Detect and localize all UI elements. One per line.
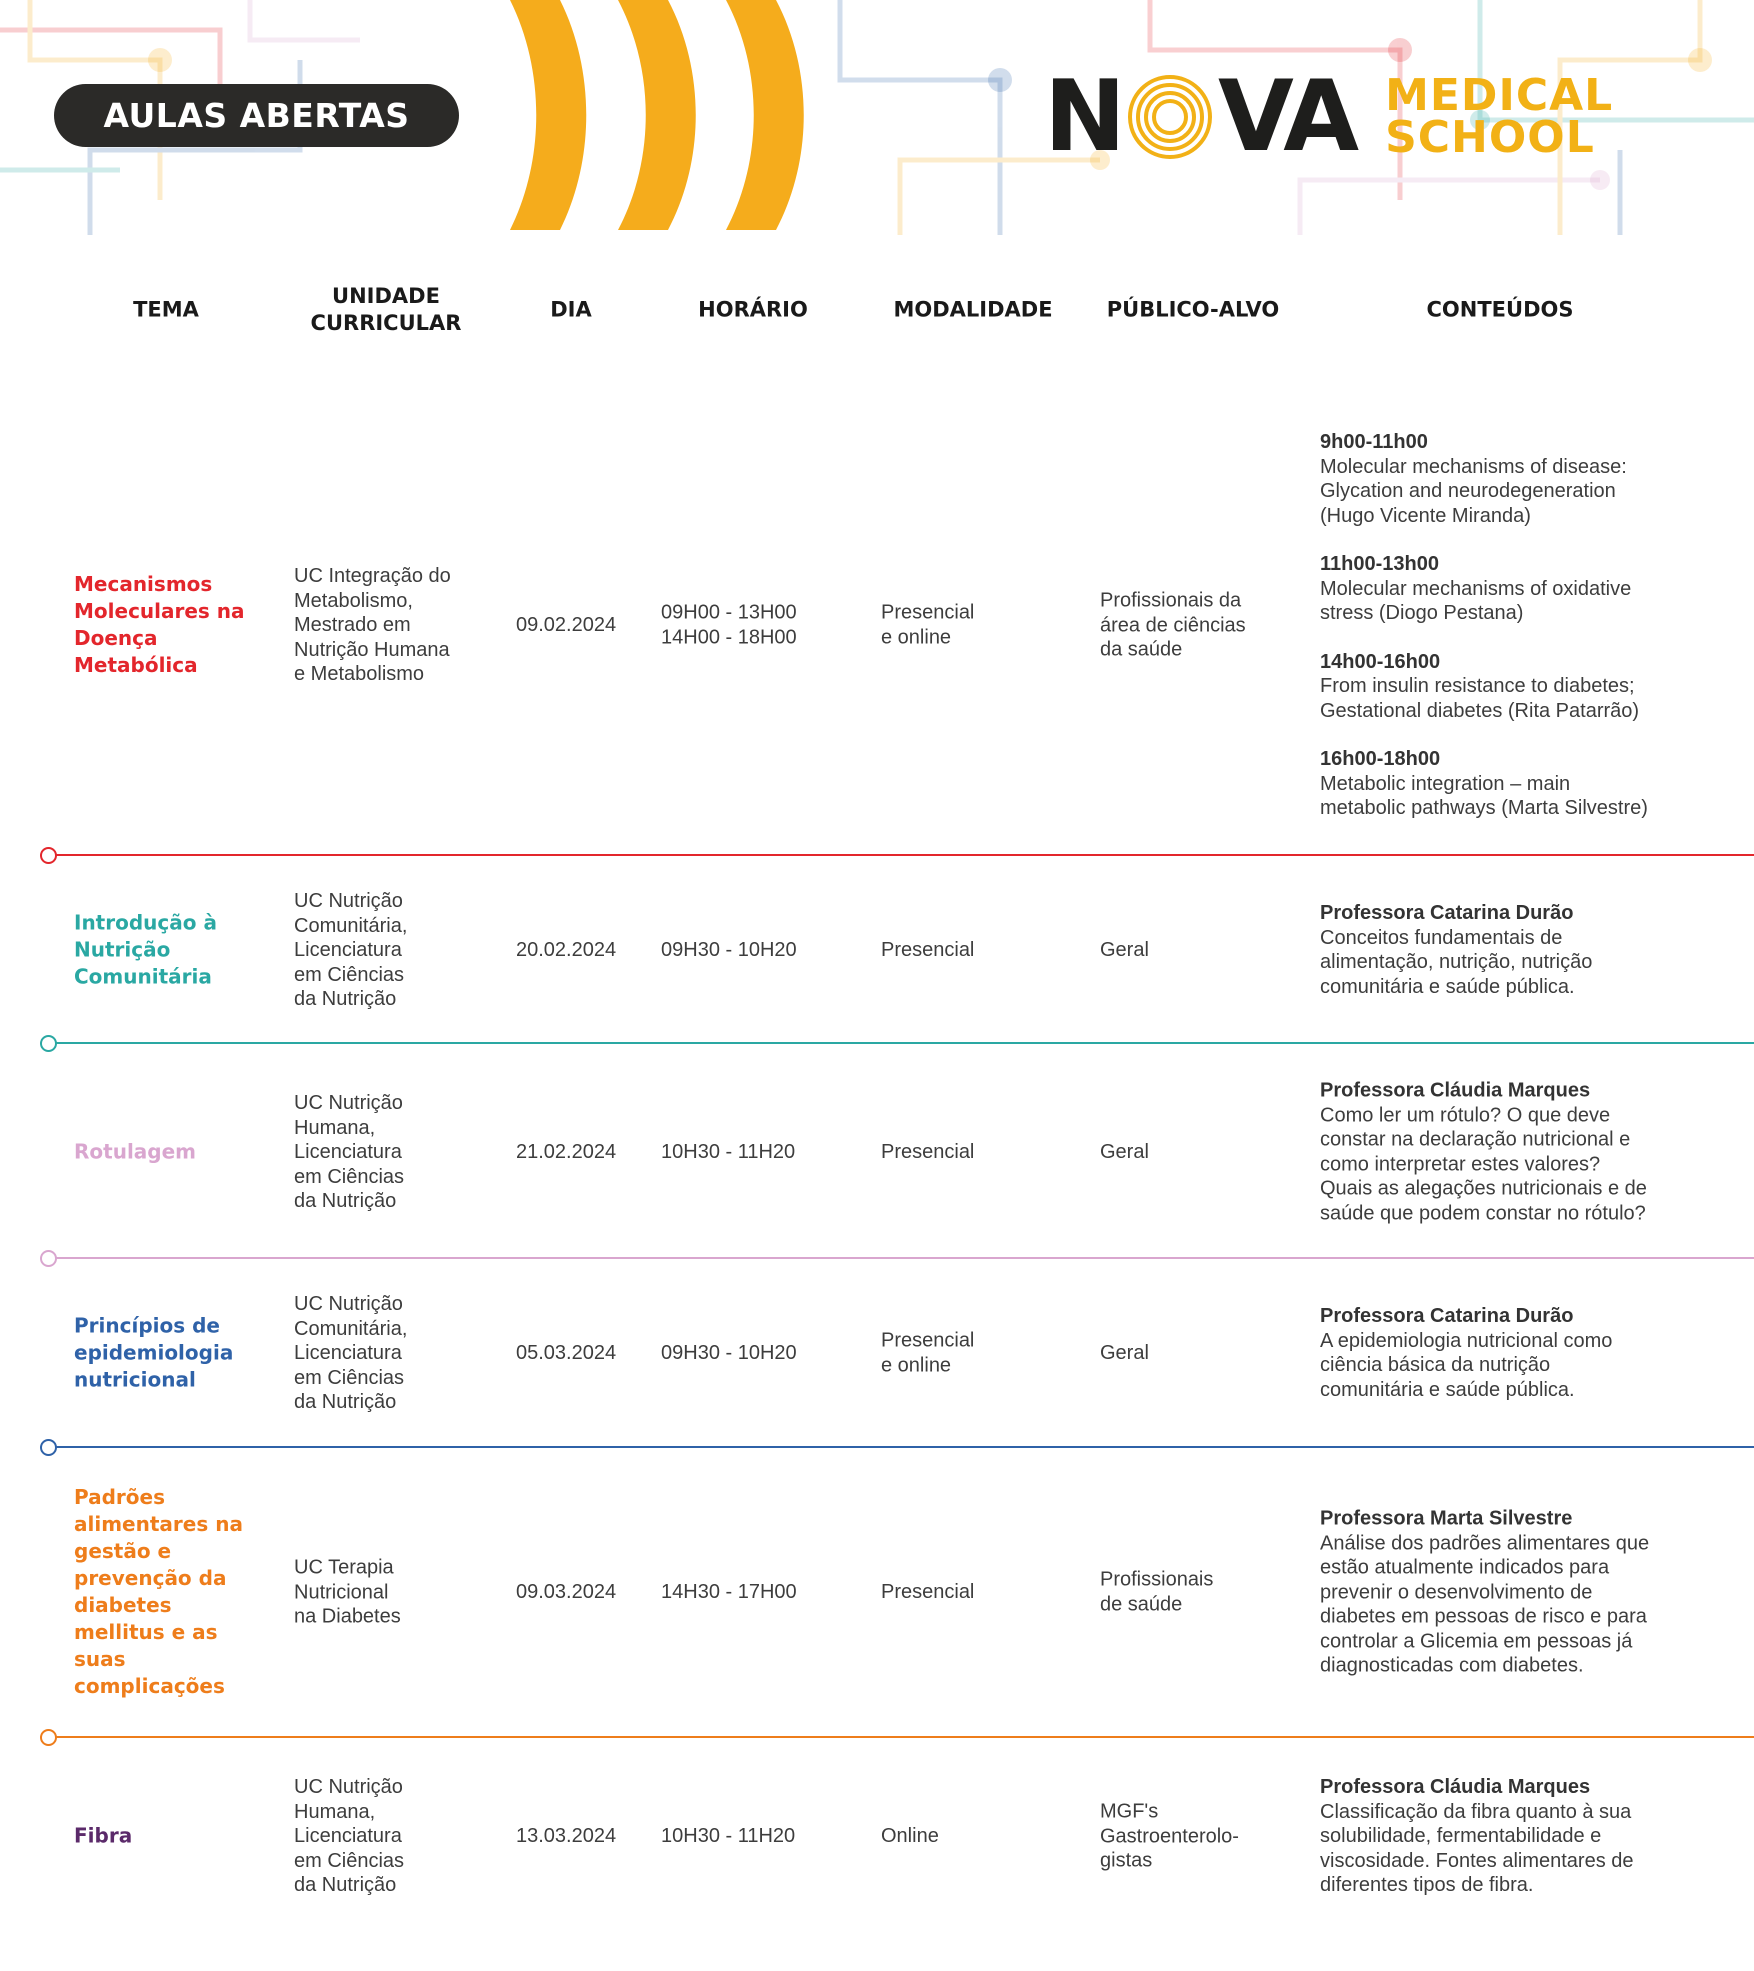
row-modalidade xyxy=(881,1329,974,1378)
row-unidade-curricular xyxy=(294,889,407,1012)
row-unidade-curricular-line: em Ciências xyxy=(294,1849,405,1872)
professor-name: Professora Cláudia Marques xyxy=(1320,1079,1591,1102)
nova-medical-school-logo xyxy=(1044,60,1614,174)
content-description-line: Análise dos padrões alimentares que xyxy=(1320,1531,1650,1554)
content-description-line: alimentação, nutrição, nutrição xyxy=(1320,951,1593,973)
row-unidade-curricular-line: Metabolismo, xyxy=(294,589,413,612)
content-description-line: Quais as alegações nutricionais e de xyxy=(1320,1177,1647,1200)
row-conteudos xyxy=(1320,901,1592,999)
row-modalidade-line: Online xyxy=(881,1824,939,1847)
content-description-line: constar na declaração nutricional e xyxy=(1320,1128,1631,1151)
row-unidade-curricular-line: Licenciatura xyxy=(294,938,402,961)
row-tema xyxy=(74,1484,243,1700)
row-publico-alvo xyxy=(1100,1568,1213,1617)
session-description-line: Glycation and neurodegeneration xyxy=(1320,479,1616,502)
row-modalidade-line: e online xyxy=(881,1354,952,1376)
row-unidade-curricular-line: da Nutrição xyxy=(294,1873,397,1896)
row-horario xyxy=(661,601,797,650)
row-divider-dot-icon xyxy=(40,1250,57,1267)
row-horario xyxy=(661,1341,797,1366)
row-horario-line: 09H30 - 10H20 xyxy=(661,1341,797,1364)
column-header-uc-line2: CURRICULAR xyxy=(310,311,462,335)
row-unidade-curricular-line: em Ciências xyxy=(294,1165,405,1188)
professor-name: Professora Marta Silvestre xyxy=(1320,1507,1573,1530)
row-unidade-curricular-line: UC Integração do xyxy=(294,564,451,587)
row-publico-alvo-line: Geral xyxy=(1100,1140,1149,1163)
row-publico-alvo-line: de saúde xyxy=(1100,1593,1183,1615)
content-description-line: Classificação da fibra quanto à sua xyxy=(1320,1800,1632,1823)
row-unidade-curricular-line: UC Terapia xyxy=(294,1556,394,1579)
row-modalidade xyxy=(881,601,974,650)
row-unidade-curricular-line: Comunitária, xyxy=(294,914,408,937)
row-conteudos xyxy=(1320,1304,1612,1402)
row-tema-line: Moleculares na xyxy=(74,599,245,623)
row-tema-line: Fibra xyxy=(74,1823,133,1848)
row-tema-line: mellitus e as xyxy=(74,1620,218,1644)
logo-school: SCHOOL xyxy=(1385,112,1595,163)
row-tema xyxy=(74,571,245,679)
row-publico-alvo-line: Gastroenterolo- xyxy=(1100,1824,1239,1847)
content-description-line: viscosidade. Fontes alimentares de xyxy=(1320,1849,1634,1872)
content-description-line: controlar a Glicemia em pessoas já xyxy=(1320,1629,1633,1652)
content-description-line: Conceitos fundamentais de xyxy=(1320,926,1563,949)
content-description-line: prevenir o desenvolvimento de xyxy=(1320,1580,1593,1603)
row-divider-line xyxy=(55,1446,1754,1448)
row-modalidade-line: e online xyxy=(881,626,952,648)
content-description-line: diferentes tipos de fibra. xyxy=(1320,1873,1534,1896)
row-tema-line: Princípios de xyxy=(74,1313,220,1338)
column-header-conteudos: CONTEÚDOS xyxy=(1426,297,1574,322)
session-description-line: stress (Diogo Pestana) xyxy=(1320,601,1524,624)
session-description-line: From insulin resistance to diabetes; xyxy=(1320,674,1635,697)
row-unidade-curricular xyxy=(294,1775,404,1898)
content-description-line: como interpretar estes valores? xyxy=(1320,1153,1601,1175)
row-unidade-curricular-line: UC Nutrição xyxy=(294,1091,403,1114)
row-publico-alvo-line: Geral xyxy=(1100,938,1149,961)
row-modalidade-line: Presencial xyxy=(881,938,975,961)
row-unidade-curricular-line: UC Nutrição xyxy=(294,1775,403,1798)
content-description-line: solubilidade, fermentabilidade e xyxy=(1320,1824,1602,1847)
row-tema-line: complicações xyxy=(74,1674,225,1698)
row-publico-alvo-line: MGF's xyxy=(1100,1800,1159,1823)
column-header-publico-alvo: PÚBLICO-ALVO xyxy=(1106,297,1280,322)
content-description-line: comunitária e saúde pública. xyxy=(1320,1378,1575,1401)
row-tema-line: diabetes xyxy=(74,1593,172,1617)
logo-medical-school-text xyxy=(1385,70,1614,163)
logo-letter-n: N xyxy=(1044,60,1123,174)
session-description-line: Gestational diabetes (Rita Patarrão) xyxy=(1320,699,1640,722)
logo-ring-icon xyxy=(1126,73,1214,161)
content-description-line: A epidemiologia nutricional como xyxy=(1320,1329,1613,1352)
row-divider-dot-icon xyxy=(40,1439,57,1456)
row-publico-alvo-line: área de ciências xyxy=(1100,613,1246,636)
row-modalidade xyxy=(881,938,974,963)
content-description-line: Como ler um rótulo? O que deve xyxy=(1320,1104,1611,1126)
content-description-line: comunitária e saúde pública. xyxy=(1320,975,1575,998)
row-conteudos xyxy=(1320,1079,1647,1226)
row-horario xyxy=(661,938,797,963)
row-divider-dot-icon xyxy=(40,1729,57,1746)
row-unidade-curricular xyxy=(294,1292,407,1415)
row-modalidade xyxy=(881,1580,974,1605)
row-horario xyxy=(661,1140,795,1165)
row-publico-alvo-line: Geral xyxy=(1100,1341,1149,1364)
session-description-line: Molecular mechanisms of disease: xyxy=(1320,455,1627,478)
row-divider-dot-icon xyxy=(40,1035,57,1052)
row-tema-line: Introdução à xyxy=(74,910,217,935)
row-unidade-curricular xyxy=(294,564,451,687)
row-tema-line: Nutrição xyxy=(74,937,171,962)
row-modalidade xyxy=(881,1140,974,1165)
session-time: 14h00-16h00 xyxy=(1320,650,1441,673)
row-unidade-curricular-line: em Ciências xyxy=(294,963,405,986)
content-description-line: diagnosticadas com diabetes. xyxy=(1320,1654,1584,1677)
session-time: 11h00-13h00 xyxy=(1320,552,1439,575)
row-horario-line: 14H30 - 17H00 xyxy=(661,1580,797,1603)
row-tema xyxy=(74,1139,196,1166)
row-dia: 09.02.2024 xyxy=(516,613,617,636)
row-horario-line: 10H30 - 11H20 xyxy=(661,1824,796,1847)
row-publico-alvo xyxy=(1100,588,1246,662)
professor-name: Professora Catarina Durão xyxy=(1320,1305,1574,1327)
row-conteudos xyxy=(1320,430,1648,821)
row-dia: 09.03.2024 xyxy=(516,1580,617,1603)
row-unidade-curricular-line: Nutrição Humana xyxy=(294,638,450,661)
row-divider-dot-icon xyxy=(40,847,57,864)
row-tema-line: alimentares na xyxy=(74,1512,243,1536)
row-unidade-curricular-line: da Nutrição xyxy=(294,1390,397,1413)
row-unidade-curricular xyxy=(294,1091,404,1214)
row-unidade-curricular-line: Licenciatura xyxy=(294,1824,402,1847)
row-publico-alvo-line: gistas xyxy=(1100,1849,1153,1872)
row-unidade-curricular xyxy=(294,1555,401,1629)
content-description-line: diabetes em pessoas de risco e para xyxy=(1320,1605,1647,1628)
row-unidade-curricular-line: da Nutrição xyxy=(294,1189,397,1212)
row-publico-alvo xyxy=(1100,1799,1239,1873)
row-unidade-curricular-line: da Nutrição xyxy=(294,987,397,1010)
row-divider-line xyxy=(55,1257,1754,1259)
yellow-arcs-graphic xyxy=(500,0,820,235)
row-tema-line: Metabólica xyxy=(74,653,198,677)
row-conteudos xyxy=(1320,1775,1634,1898)
content-description-line: saúde que podem constar no rótulo? xyxy=(1320,1202,1646,1224)
row-conteudos xyxy=(1320,1506,1649,1678)
column-header-dia: DIA xyxy=(550,297,592,322)
session-time: 9h00-11h00 xyxy=(1320,430,1428,453)
row-horario-line: 09H30 - 10H20 xyxy=(661,938,797,961)
row-tema-line: Mecanismos xyxy=(74,572,213,596)
session-time: 16h00-18h00 xyxy=(1320,747,1441,770)
row-horario-line: 14H00 - 18H00 xyxy=(661,626,797,648)
professor-name: Professora Catarina Durão xyxy=(1320,902,1574,924)
row-unidade-curricular-line: e Metabolismo xyxy=(294,662,425,685)
row-modalidade-line: Presencial xyxy=(881,1329,975,1352)
content-description-line: estão atualmente indicados para xyxy=(1320,1556,1610,1579)
row-modalidade-line: Presencial xyxy=(881,1580,975,1603)
row-publico-alvo-line: Profissionais xyxy=(1100,1568,1214,1591)
row-unidade-curricular-line: Humana, xyxy=(294,1800,376,1823)
content-description-line: ciência básica da nutrição xyxy=(1320,1354,1551,1376)
column-header-tema: TEMA xyxy=(133,297,199,322)
row-tema-line: gestão e xyxy=(74,1539,172,1563)
row-unidade-curricular-line: Nutricional xyxy=(294,1580,389,1603)
row-divider-line xyxy=(55,854,1754,856)
row-dia: 13.03.2024 xyxy=(516,1824,617,1847)
row-unidade-curricular-line: Licenciatura xyxy=(294,1140,402,1163)
row-unidade-curricular-line: em Ciências xyxy=(294,1366,405,1389)
session-description-line: metabolic pathways (Marta Silvestre) xyxy=(1320,796,1648,819)
session-description-line: Molecular mechanisms of oxidative xyxy=(1320,577,1632,600)
row-dia: 21.02.2024 xyxy=(516,1140,617,1163)
row-unidade-curricular-line: Comunitária, xyxy=(294,1317,408,1340)
row-tema-line: suas xyxy=(74,1647,126,1671)
row-unidade-curricular-line: Humana, xyxy=(294,1116,376,1139)
row-unidade-curricular-line: Mestrado em xyxy=(294,613,411,636)
row-unidade-curricular-line: UC Nutrição xyxy=(294,1292,403,1315)
row-unidade-curricular-line: na Diabetes xyxy=(294,1605,401,1628)
row-publico-alvo-line: da saúde xyxy=(1100,638,1183,661)
row-tema xyxy=(74,1823,132,1850)
row-unidade-curricular-line: Licenciatura xyxy=(294,1341,402,1364)
row-divider-line xyxy=(55,1736,1754,1738)
row-horario-line: 09H00 - 13H00 xyxy=(661,601,797,624)
row-tema-line: epidemiologia xyxy=(74,1340,234,1365)
row-horario xyxy=(661,1824,795,1849)
row-tema xyxy=(74,910,217,991)
row-tema xyxy=(74,1313,233,1394)
row-tema-line: Comunitária xyxy=(74,964,212,989)
row-dia: 05.03.2024 xyxy=(516,1341,617,1364)
row-tema-line: nutricional xyxy=(74,1367,196,1392)
column-header-horario: HORÁRIO xyxy=(698,297,808,322)
row-tema-line: Padrões xyxy=(74,1485,166,1509)
row-modalidade-line: Presencial xyxy=(881,601,975,624)
row-divider-line xyxy=(55,1042,1754,1044)
row-publico-alvo xyxy=(1100,1341,1149,1366)
row-publico-alvo-line: Profissionais da xyxy=(1100,589,1242,612)
column-header-unidade-curricular xyxy=(311,283,462,337)
row-horario xyxy=(661,1580,797,1605)
row-dia: 20.02.2024 xyxy=(516,938,617,961)
session-description-line: Metabolic integration – main xyxy=(1320,772,1571,795)
row-publico-alvo xyxy=(1100,1140,1149,1165)
row-modalidade xyxy=(881,1824,939,1849)
row-horario-line: 10H30 - 11H20 xyxy=(661,1140,796,1163)
professor-name: Professora Cláudia Marques xyxy=(1320,1775,1591,1798)
row-unidade-curricular-line: UC Nutrição xyxy=(294,889,403,912)
session-description-line: (Hugo Vicente Miranda) xyxy=(1320,504,1531,527)
logo-medical: MEDICAL xyxy=(1385,70,1614,122)
row-tema-line: Doença xyxy=(74,626,158,650)
row-publico-alvo xyxy=(1100,938,1149,963)
aulas-abertas-badge: AULAS ABERTAS xyxy=(54,84,459,147)
row-modalidade-line: Presencial xyxy=(881,1140,975,1163)
row-tema-line: prevenção da xyxy=(74,1566,227,1590)
row-tema-line: Rotulagem xyxy=(74,1139,197,1164)
column-header-modalidade: MODALIDADE xyxy=(893,297,1053,322)
logo-letters-va: VA xyxy=(1218,60,1356,174)
column-header-uc-line1: UNIDADE xyxy=(332,284,440,308)
